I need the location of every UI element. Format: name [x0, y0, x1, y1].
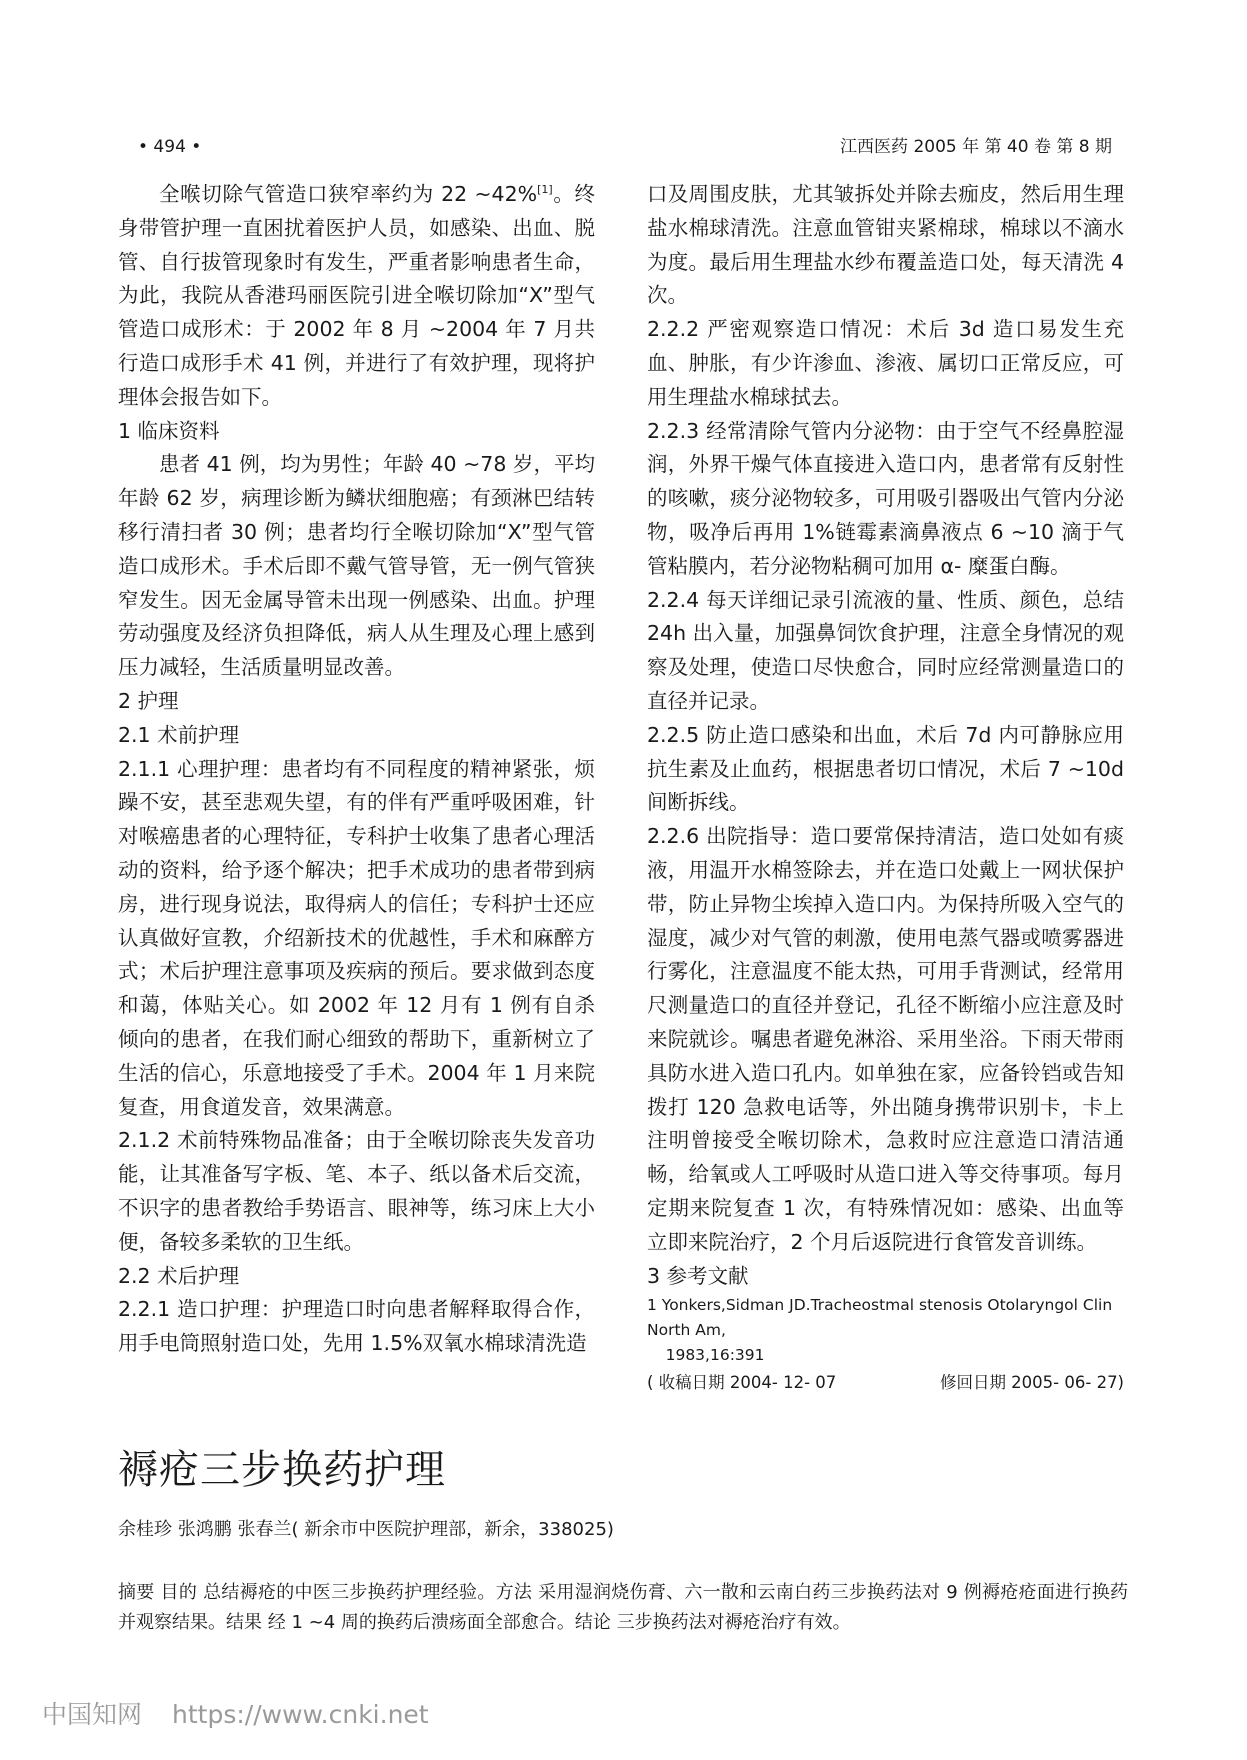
right-column — [647, 178, 1124, 1396]
paragraph: 2.1.1 心理护理：患者均有不同程度的精神紧张，烦躁不安，甚至悲观失望，有的伴有严重呼吸困难，针对喉癌患者的心理特征，专科护士收集了患者心理活动的资料，给予逐个解决；把手术成功的患者带到病房，进行现身说法，取得病人的信任；专科护士还应认真做好宣教，介绍新技术的优越性，手术和麻醉方式；术后护理注意事项及疾病的预后。要求做到态度和蔼，体贴关心。如 2002 年 12 月有 1 例有自杀倾向的患者，在我们耐心细致的帮助下，重新树立了生活的信心，乐意地接受了手术。2004 年 1 月来院复查，用食道发音，效果满意。 — [118, 756, 595, 1119]
citation-marker: [1] — [537, 183, 553, 197]
paragraph: 2.2.5 防止造口感染和出血，术后 7d 内可静脉应用抗生素及止血药，根据患者切口情况，术后 7 ~10d 间断拆线。 — [647, 722, 1124, 815]
article-dates — [647, 1370, 1124, 1396]
paragraph: 全喉切除气管造口狭窄率约为 22 ~42%[1]。终身带管护理一直困扰着医护人员，如感染、出血、脱管、自行拔管现象时有发生，严重者影响患者生命，为此，我院从香港玛丽医院引进全喉切除加“X”型气管造口成形术：于 2002 年 8 月 ~2004 年 7 月共行造口成形手术 41 例，并进行了有效护理，现将护理体会报告如下。 — [118, 182, 596, 409]
reference-item: 1 Yonkers,Sidman JD.Tracheostmal stenosis Otolaryngol Clin North Am, — [647, 1296, 1113, 1340]
paragraph: 2.2.1 造口护理：护理造口时向患者解释取得合作，用手电筒照射造口处，先用 1.5%双氧水棉球清洗造 — [118, 1297, 595, 1356]
paragraph: 患者 41 例，均为男性；年龄 40 ~78 岁，平均年龄 62 岁，病理诊断为鳞状细胞癌；有颈淋巴结转移行清扫者 30 例；患者均行全喉切除加“X”型气管造口成形术。手术后即不戴气管导管，无一例气管狭窄发生。因无金属导管未出现一例感染、出血。护理劳动强度及经济负担降低，病人从生理及心理上感到压力减轻，生活质量明显改善。 — [118, 452, 595, 680]
references — [647, 1293, 1124, 1368]
page-number: • 494 • — [138, 137, 202, 157]
section-heading: 2.1 术前护理 — [118, 722, 240, 747]
revised-date: 修回日期 2005- 06- 27) — [939, 1373, 1124, 1393]
watermark-url: https://www.cnki.net — [172, 1700, 429, 1729]
article-title: 褥疮三步换药护理 — [118, 1447, 446, 1493]
reference-item-continued: 1983,16:391 — [665, 1346, 765, 1365]
watermark-brand: 中国知网 — [42, 1700, 143, 1729]
paragraph: 口及周围皮肤，尤其皱拆处并除去痂皮，然后用生理盐水棉球清洗。注意血管钳夹紧棉球，棉球以不滴水为度。最后用生理盐水纱布覆盖造口处，每天清洗 4 次。 — [647, 182, 1124, 308]
paragraph: 2.2.4 每天详细记录引流液的量、性质、颜色，总结 24h 出入量，加强鼻饲饮食护理，注意全身情况的观察及处理，使造口尽快愈合，同时应经常测量造口的直径并记录。 — [647, 587, 1124, 713]
cnki-watermark — [42, 1700, 429, 1730]
paragraph: 2.1.2 术前特殊物品准备；由于全喉切除丧失发音功能，让其准备写字板、笔、本子、纸以备术后交流，不识字的患者教给手势语言、眼神等，练习床上大小便，备较多柔软的卫生纸。 — [118, 1128, 595, 1254]
received-date: ( 收稿日期 2004- 12- 07 — [647, 1373, 837, 1393]
section-heading: 2.2 术后护理 — [118, 1263, 240, 1288]
paragraph: 2.2.3 经常清除气管内分泌物：由于空气不经鼻腔湿润，外界干燥气体直接进入造口内，患者常有反射性的咳嗽，痰分泌物较多，可用吸引器吸出气管内分泌物，吸净后再用 1%链霉素滴鼻液点 6 ~10 滴于气管粘膜内，若分泌物粘稠可加用 α- 糜蛋白酶。 — [647, 418, 1124, 578]
paragraph: 2.2.6 出院指导：造口要常保持清洁，造口处如有痰液，用温开水棉签除去，并在造口处戴上一网状保护带，防止异物尘埃掉入造口内。为保持所吸入空气的湿度，减少对气管的刺激，使用电蒸气器或喷雾器进行雾化，注意温度不能太热，可用手背测试，经常用尺测量造口的直径并登记，孔径不断缩小应注意及时来院就诊。嘱患者避免淋浴、采用坐浴。下雨天带雨具防水进入造口孔内。如单独在家，应备铃铛或告知拨打 120 急救电话等，外出随身携带识别卡，卡上注明曾接受全喉切除术，急救时应注意造口清洁通畅，给氧或人工呼吸时从造口进入等交待事项。每月定期来院复查 1 次，有特殊情况如：感染、出血等立即来院治疗，2 个月后返院进行食管发音训练。 — [647, 824, 1124, 1254]
section-heading: 3 参考文献 — [647, 1263, 749, 1288]
left-column — [118, 178, 595, 1361]
journal-info: 江西医药 2005 年 第 40 卷 第 8 期 — [840, 137, 1112, 157]
section-heading: 1 临床资料 — [118, 418, 220, 443]
article-abstract: 摘要 目的 总结褥疮的中医三步换药护理经验。方法 采用湿润烧伤膏、六一散和云南白药三步换药法对 9 例褥疮疮面进行换药并观察结果。结果 经 1 ~4 周的换药后溃疡面全部愈合。结论 三步换药法对褥疮治疗有效。 — [118, 1582, 1128, 1633]
section-heading: 2 护理 — [118, 688, 179, 713]
paragraph: 2.2.2 严密观察造口情况：术后 3d 造口易发生充血、肿胀，有少许渗血、渗液、属切口正常反应，可用生理盐水棉球拭去。 — [647, 317, 1124, 409]
article-authors: 余桂珍 张鸿鹏 张春兰( 新余市中医院护理部，新余，338025) — [118, 1519, 614, 1540]
